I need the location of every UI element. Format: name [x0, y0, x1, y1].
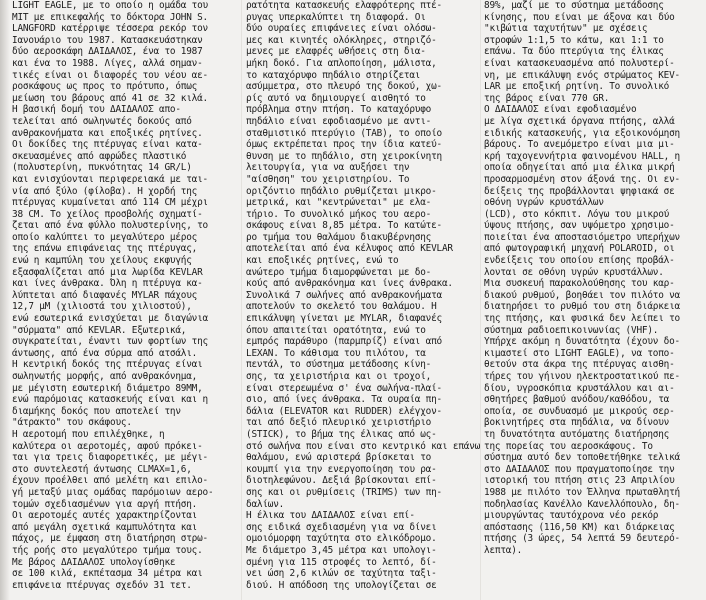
- text-line: απόστασης (116,50 KM) και διάρκειας: [484, 521, 675, 533]
- text-line: Με βάρος ΔΑΙΔΑΛΟΣ υπολογίσθηκε: [12, 556, 176, 568]
- text-line: θυνση με το πηδάλιο, στη χειροκίνητη: [246, 150, 442, 162]
- text-line: σταθμιστικό πτερύγιο (TAB), το οποίο: [246, 127, 442, 139]
- text-line: "άτρακτο" του σκάφους.: [12, 417, 132, 429]
- text-line: σύστημα αυτό δεν τοποθετήθηκε τελικά: [484, 452, 680, 464]
- text-line: Ιανουάριο του 1987. Κατασκευάστηκαν: [12, 34, 203, 46]
- text-line: λύπτεται από διαφανές MYLAR πάχους: [12, 289, 198, 301]
- text-line: Ο ΔΑΙΔΑΛΟΣ είναι εφοδιασμένο: [484, 104, 637, 116]
- text-line: 1988 με πιλότο τον Έλληνα πρωταθλητή: [484, 486, 680, 498]
- text-column-3: [484, 0, 702, 557]
- text-line: 38 CM. Το χείλος προσβολής σχηματί-: [12, 208, 203, 220]
- text-line: τής ροής στο μεγαλύτερο τμήμα τους.: [12, 544, 203, 556]
- text-line: ανθρακονήματα και εποξικές ρητίνες.: [12, 127, 203, 139]
- text-line: ενώ η καμπύλη του χείλους εκφυγής: [12, 255, 192, 267]
- text-line: επικάλυψη γίνεται με MYLAR, διαφανές: [246, 313, 442, 325]
- text-line: οποίο καλύπτει το μεγαλύτερο μέρος: [12, 231, 198, 243]
- text-line: κιμαστεί στο LIGHT EAGLE), να τοπο-: [484, 347, 675, 359]
- text-line: σύστημα ραδιοεπικοινωνίας (VHF).: [484, 324, 659, 336]
- text-line: εμπρός παράθυρο (παρμπρίζ) είναι από: [246, 336, 442, 348]
- text-line: πτήσης (3 ώρες, 54 λεπτά 59 δευτερό-: [484, 533, 680, 545]
- text-line: (STICK), το βήμα της έλικας από ως-: [246, 428, 437, 440]
- text-line: κρή ταχογεννήτρια φαινομένου HALL, η: [484, 150, 680, 162]
- text-line: νη, με επικάλυψη ενός στρώματος KEV-: [484, 69, 680, 81]
- text-line: τελείται από σωληνωτές δοκούς από: [12, 115, 192, 127]
- text-line: σκευασμένες από αφρώδες πλαστικό: [12, 150, 187, 162]
- text-line: λεπτα).: [484, 544, 523, 556]
- text-line: ποιείται ένα αποστασιόμετρο υπερήχων: [484, 231, 680, 243]
- text-line: θετούν στα άκρα της πτέρυγας αισθη-: [484, 359, 675, 371]
- text-line: σης, τα χειριστήρια και οι τροχοί,: [246, 371, 432, 382]
- text-line: κούς από ανθρακόνημα και ίνες άνθρακα.: [246, 278, 453, 290]
- text-line: οποία, σε συνδυασμό με μικρούς σερ-: [484, 405, 675, 417]
- text-line: σης και οι ρυθμίσεις (TRIMS) των πη-: [246, 486, 442, 498]
- text-line: μείωση του βάρους από 41 σε 32 κιλά.: [12, 92, 208, 104]
- text-line: πτέρυγας κυμαίνεται από 114 CM μέχρι: [12, 197, 208, 209]
- text-line: στροφών 1:1,5 το κάτω, και 1:1 το: [484, 34, 664, 46]
- text-line: ομοιόμορφη ταχύτητα στο ελικόδρομο.: [246, 533, 437, 545]
- text-line: Οι αεροτομές αυτές χαρακτηρίζονται: [12, 510, 198, 522]
- text-line: άντωσης, από ένα σύρμα από ατσάλι.: [12, 347, 198, 359]
- column-gutter-1: [241, 0, 242, 600]
- text-line: ιστορική του πτήση στις 23 Απριλίου: [484, 475, 675, 487]
- text-line: βάρους. Το ανεμόμετρο είναι μια μι-: [484, 139, 675, 151]
- text-line: μιουργώντας ταυτόχρονα νέο ρεκόρ: [484, 510, 659, 522]
- text-line: Η αεροτομή που επιλέχθηκε, η: [12, 428, 165, 440]
- text-line: (LCD), στο κόκπιτ. Λόγω του μικρού: [484, 208, 670, 220]
- text-line: ρίς αυτό να δημιουργεί αισθητό το: [246, 92, 426, 104]
- text-column-2: [246, 0, 481, 591]
- column-gutter-2: [480, 0, 481, 600]
- text-line: εξασφαλίζεται από μια λωρίδα KEVLAR: [12, 266, 203, 278]
- text-line: έχουν προέλθει από μελέτη και επιλο-: [12, 475, 208, 487]
- text-line: "σύρματα" από KEVLAR. Εξωτερικά,: [12, 324, 187, 336]
- text-line: διατηρήσει το ρυθμό του στη διάρκεια: [484, 301, 680, 313]
- text-line: επιφάνεια πτέρυγας σχεδόν 31 τετ.: [12, 579, 192, 591]
- text-line: τικές είναι οι διαφορές του νέου αε-: [12, 69, 208, 81]
- text-line: Η βασική δομή του ΔΑΙΔΑΛΟΣ απο-: [12, 104, 181, 116]
- text-line: ενώ εσωτερικά ενισχύεται με διαγώνια: [12, 313, 208, 325]
- text-line: με μέγιστη εσωτερική διάμετρο 89MM,: [12, 382, 203, 394]
- page-edge-shadow: [0, 0, 10, 600]
- text-line: οριζόντιο πηδάλιο ρυθμίζεται μικρο-: [246, 185, 437, 197]
- text-line: Συνολικά 7 σωλήνες από ανθρακονήματα: [246, 289, 442, 301]
- text-line: στο ΔΑΙΔΑΛΟΣ που πραγματοποίησε την: [484, 463, 675, 475]
- text-line: ενδείξεις του οποίου επίσης προβάλ-: [484, 255, 675, 267]
- text-line: και ίνες άνθρακα. Όλη η πτέρυγα κα-: [12, 278, 203, 290]
- text-line: LIGHT EAGLE, με το οποίο η ομάδα του: [12, 0, 208, 11]
- text-line: "κιβώτια ταχυτήτων" με σχέσεις: [484, 23, 648, 35]
- text-line: LEXAN. Το κάθισμα του πιλότου, τα: [246, 347, 426, 359]
- text-line: σθητήρες βαθμού ανόδου/καθόδου, τα: [484, 394, 670, 406]
- text-line: ται από δεξιό πλευρικό χειριστήριο: [246, 417, 432, 429]
- text-line: LANGFORD κατέρριψε τέσσερα ρεκόρ τον: [12, 23, 208, 35]
- text-line: 12,7 μM (χιλιοστά του χιλιοστού),: [12, 301, 192, 313]
- text-line: λονται σε οθόνη υγρών κρυστάλλων.: [484, 266, 664, 278]
- text-line: σκάφους είναι 8,85 μέτρα. Το κατώτε-: [246, 220, 442, 232]
- text-line: Η κεντρική δοκός της πτέρυγας είναι: [12, 359, 203, 371]
- text-line: μες και κινητές ολόκληρες, στηριζό-: [246, 34, 437, 46]
- text-line: αποτελείται από ένα κέλυφος από KEVLAR: [246, 243, 453, 255]
- text-line: διακού ρυθμού, βοηθάει τον πιλότο να: [484, 289, 680, 301]
- text-line: όμως εκτρέπεται προς την ίδια κατεύ-: [246, 139, 442, 151]
- text-line: διοτηλεφώνου. Δεξιά βρίσκονται επί-: [246, 475, 437, 487]
- text-line: κουμπί για την ενεργοποίηση του ρα-: [246, 463, 437, 475]
- text-line: ενώ παρόμοιας κατασκευής είναι και η: [12, 394, 208, 406]
- text-line: σμένη για 115 στροφές το λεπτό, δί-: [246, 556, 437, 568]
- text-line: θαλάμου, ενώ αριστερά βρίσκεται το: [246, 452, 432, 464]
- text-line: νει ώση 2,6 κιλών σε ταχύτητα ταξι-: [246, 568, 437, 580]
- text-line: δύο ουραίες επιφάνειες είναι ολόσω-: [246, 23, 437, 35]
- text-line: δύο αεροσκάφη ΔΑΙΔΑΛΟΣ, ένα το 1987: [12, 46, 203, 58]
- text-line: ποδηλασίας Κανέλλο Κανελλόπουλο, δη-: [484, 498, 680, 510]
- text-line: (πολυστερίνη, πυκνότητας 14 GR/L): [12, 162, 192, 174]
- text-line: Μια συσκευή παρακολούθησης του καρ-: [484, 278, 675, 290]
- text-line: και ένα το 1988. Λίγες, αλλά σημαν-: [12, 57, 203, 69]
- text-line: γή μεταξύ μιας ομάδας παρόμοιων αερο-: [12, 486, 214, 498]
- text-line: και εποξικές ρητίνες, ενώ το: [246, 255, 399, 267]
- text-line: από μεγάλη σχετικά καμπυλότητα και: [12, 521, 198, 533]
- text-line: πάχος, με έμφαση στη διατήρηση στρω-: [12, 533, 208, 545]
- text-line: ασύμμετρα, στο πλευρό της δοκού, χω-: [246, 81, 442, 93]
- text-line: με λίγα σχετικά όργανα πτήσης, αλλά: [484, 115, 675, 127]
- text-line: 89%, μαζί με το σύστημα μετάδοσης: [484, 0, 664, 11]
- text-line: μήκη δοκό. Για απλοποίηση, μάλιστα,: [246, 57, 437, 69]
- text-line: ρο τμήμα του θαλάμου διακυβέρνησης: [246, 231, 432, 243]
- text-line: στό σωλήνα που είναι στο κεντρικό και επάνω: [246, 440, 481, 452]
- text-line: νία από ξύλο (φίλοβα). Η χορδή της: [12, 185, 198, 197]
- text-line: διαμήκης δοκός που αποτελεί την: [12, 405, 181, 417]
- text-line: ροσκάφους ως προς το πρότυπο, όπως: [12, 81, 198, 93]
- text-line: τομών σχεδιασμένων για αργή πτήση.: [12, 498, 198, 510]
- text-line: επάνω. Τα δύο πτερύγια της έλικας: [484, 46, 664, 58]
- text-line: στο συντελεστή άντωσης CLMAX=1,6,: [12, 463, 192, 475]
- text-line: δαλίων.: [246, 498, 285, 510]
- text-line: ζεται από ένα φύλλο πολυστερίνης, το: [12, 220, 208, 232]
- text-line: δάλια (ELEVATOR και RUDDER) ελέγχον-: [246, 405, 442, 417]
- text-line: πρόβλημα στην πτήση. Το καταχόρυφο: [246, 104, 432, 116]
- text-line: είναι στερεωμένα σ' ένα σωλήνα-πλαί-: [246, 382, 442, 394]
- text-line: τήριο. Το συνολικό μήκος του αερο-: [246, 208, 432, 220]
- text-line: ρατότητα κατασκευής ελαφρότερης πτέ-: [246, 0, 442, 11]
- text-line: καλύτερα οι αεροτομές, αφού πρόκει-: [12, 440, 203, 452]
- text-line: LAR με εποξική ρητίνη. Το συνολικό: [484, 81, 670, 93]
- text-line: Με διάμετρο 3,45 μέτρα και υπολογι-: [246, 544, 437, 556]
- text-line: της πορείας του αεροσκάφους. Το: [484, 440, 653, 452]
- text-line: Οι δοκίδες της πτέρυγας είναι κατα-: [12, 139, 203, 151]
- text-line: MIT με επικεφαλής το δόκτορα JOHN S.: [12, 11, 208, 23]
- text-line: από φωτογραφική μηχανή POLAROID, οι: [484, 243, 675, 255]
- text-line: και ενισχύονται περιφερειακά με ται-: [12, 173, 208, 185]
- text-line: της επάνω επιφάνειας της πτέρυγας,: [12, 243, 198, 255]
- text-line: προσαρμοσμένη στον άξονά της. Οι εν-: [484, 173, 680, 185]
- text-line: δείξεις της προβάλλονται ψηφιακά σε: [484, 185, 675, 197]
- text-line: το καταχόρυφο πηδάλιο στηρίζεται: [246, 69, 421, 81]
- text-line: Η έλικα του ΔΑΙΔΑΛΟΣ είναι επί-: [246, 510, 415, 522]
- text-line: τη δυνατότητα αυτόματης διατήρησης: [484, 428, 670, 440]
- text-line: ύψους πτήσης, σαν υψόμετρο χρησιμο-: [484, 220, 675, 232]
- text-line: τήρες του γήινου ηλεκτροστατικού πε-: [484, 371, 680, 382]
- text-line: όπου απαιτείται ορατότητα, ενώ το: [246, 324, 426, 336]
- text-line: σης ειδικά σχεδιασμένη για να δίνει: [246, 521, 437, 533]
- text-line: μετρικά, και "κεντρώνεται" με ελα-: [246, 197, 432, 209]
- text-line: σε 100 κιλά, εκπέτασμα 34 μέτρα και: [12, 568, 203, 580]
- text-line: είναι κατασκευασμένα από πολυστερί-: [484, 57, 675, 69]
- text-line: πηδάλιο είναι εφοδιασμένο με αντι-: [246, 115, 432, 127]
- text-line: ρυγας υπερκαλύπτει τη διαφορά. Οι: [246, 11, 426, 23]
- text-line: "αίσθηση" του χειριστηρίου. Το: [246, 173, 410, 185]
- text-line: Υπήρχε ακόμη η δυνατότητα (έχουν δο-: [484, 336, 680, 348]
- text-line: της πτήσης, και φυσικά δεν λείπει το: [484, 313, 680, 325]
- text-line: μενες με ελαφρές ωθήσεις στη δια-: [246, 46, 426, 58]
- text-line: λειτουργία, για να αυξήσει την: [246, 162, 410, 174]
- text-line: οποία οδηγείται από μια έλικα μικρή: [484, 162, 675, 174]
- text-line: κίνησης, που είναι με άξονα και δύο: [484, 11, 675, 23]
- text-line: βοκινητήρες στα πηδάλια, να δίνουν: [484, 417, 670, 429]
- text-column-1: [12, 0, 236, 591]
- text-line: δίου, υγροσκόπια κρυστάλλου και αι-: [484, 382, 675, 394]
- text-line: σωληνωτής μορφής, από ανθρακόνημα,: [12, 371, 198, 382]
- text-line: οθόνη υγρών κρυστάλλων: [484, 197, 604, 209]
- text-line: αποτελούν το σκελετό του θαλάμου. Η: [246, 301, 437, 313]
- text-line: διού. Η απόδοση της υπολογίζεται σε: [246, 579, 437, 591]
- text-line: ται για τρεις διαφορετικές, με μέγι-: [12, 452, 208, 464]
- text-line: ανώτερο τμήμα διαμορφώνεται με δο-: [246, 266, 432, 278]
- text-line: πεντάλ, το σύστημα μετάδοσης κίνη-: [246, 359, 432, 371]
- text-line: ειδικής κατασκευής, για εξοικονόμηση: [484, 127, 680, 139]
- text-line: συγκρατείται, έναντι των φορτίων της: [12, 336, 208, 348]
- text-line: της βάρος είναι 770 GR.: [484, 92, 610, 104]
- text-line: σιο, από ίνες άνθρακα. Τα ουραία πη-: [246, 394, 442, 406]
